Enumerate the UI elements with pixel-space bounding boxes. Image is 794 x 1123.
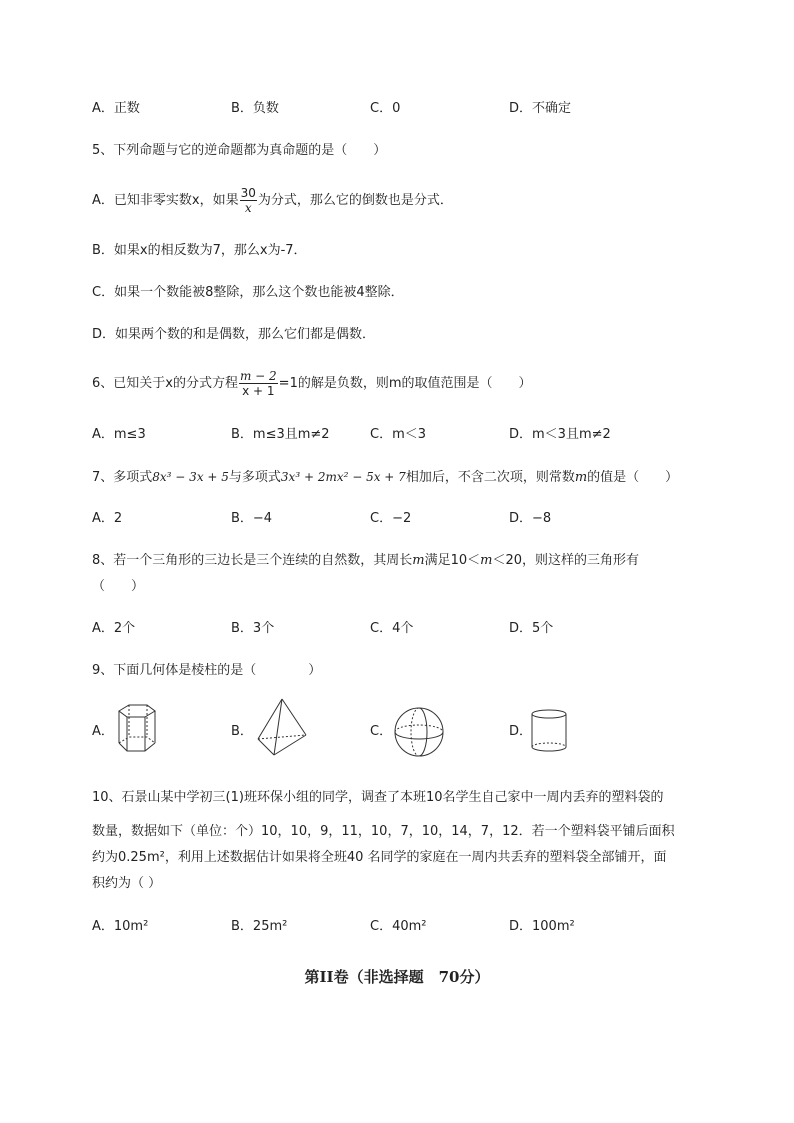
q5-option-a-pre: A．已知非零实数x，如果 [92,193,239,208]
q6-fraction-den: x + 1 [242,384,275,398]
q4-option-b[interactable]: B．负数 [231,101,279,116]
q5-option-a-post: 为分式，那么它的倒数也是分式． [257,193,453,208]
q7-stem-pre: 7、多项式 [92,470,153,485]
pyramid-icon[interactable] [254,697,310,759]
q9-option-c[interactable]: C． [370,724,393,739]
q8-line1-pre: 8、若一个三角形的三边长是三个连续的自然数，其周长 [92,553,413,568]
q10-stem-line1: 10、石景山某中学初三(1)班环保小组的同学，调查了本班10名学生自己家中一周内丢弃的塑料袋的 [92,790,664,805]
q5-stem: 5、下列命题与它的逆命题都为真命题的是（ ） [92,143,387,158]
q7-stem-post2: 的值是（ ） [587,470,679,485]
q9-option-d[interactable]: D． [509,724,533,739]
q8-option-b[interactable]: B．3个 [231,621,275,636]
q6-option-c[interactable]: C．m＜3 [370,427,427,442]
q5-option-c[interactable]: C．如果一个数能被8整除，那么这个数也能被4整除． [92,285,404,300]
q6-fraction [239,369,278,398]
q10-option-d[interactable]: D．100m² [509,919,575,934]
q5-fraction-den: x [244,201,252,215]
q10-stem-line3: 约为0.25m²，利用上述数据估计如果将全班40 名同学的家庭在一周内共丢弃的塑料袋全部铺开，面 [92,850,667,865]
q10-stem-line4: 积约为（ ） [92,876,162,891]
q8-var-m-2: m [480,553,493,568]
q6-option-d[interactable]: D．m＜3且m≠2 [509,427,611,442]
q8-var-m-1: m [412,553,425,568]
q7-stem-post1: 相加后，不含二次项，则常数 [405,470,575,485]
q6-stem-post: =1的解是负数，则m的取值范围是（ ） [278,376,532,391]
q6-fraction-num: m − 2 [239,369,277,383]
q6-option-a[interactable]: A．m≤3 [92,427,146,442]
q8-line1-post: ＜20，则这样的三角形有 [492,553,640,568]
sphere-icon[interactable] [393,706,445,758]
q10-option-c[interactable]: C．40m² [370,919,427,934]
q7-option-d[interactable]: D．−8 [509,511,552,526]
q8-option-c[interactable]: C．4个 [370,621,414,636]
q7-polynomial-1: 8x³ − 3x + 5 [152,470,229,484]
q10-option-a[interactable]: A．10m² [92,919,149,934]
q4-option-a[interactable]: A．正数 [92,101,140,116]
q8-stem-line1 [92,552,639,570]
q5-option-a[interactable] [92,184,453,218]
q8-option-a[interactable]: A．2个 [92,621,136,636]
q9-stem: 9、下面几何体是棱柱的是（ ） [92,663,322,678]
q4-option-d[interactable]: D．不确定 [509,101,572,116]
section-title: 第II卷（非选择题 70分） [304,968,490,986]
q10-stem-line2: 数量，数据如下（单位：个）10，10，9，11，10，7，10，14，7，12．若一个塑料袋平铺后面积 [92,824,675,839]
q6-stem-pre: 6、已知关于x的分式方程 [92,376,238,391]
q7-polynomial-2: 3x³ + 2mx² − 5x + 7 [280,470,406,484]
q9-option-a[interactable]: A． [92,724,114,739]
q7-var-m: m [574,470,588,485]
cylinder-icon[interactable] [529,708,569,754]
q5-fraction-num: 30 [240,186,256,200]
q6-option-b[interactable]: B．m≤3且m≠2 [231,427,330,442]
q7-option-a[interactable]: A．2 [92,511,123,526]
q4-option-c[interactable]: C．0 [370,101,401,116]
q8-stem-line2: （ ） [92,579,145,594]
q9-option-b[interactable]: B． [231,724,253,739]
q7-stem-mid: 与多项式 [228,470,281,485]
q5-fraction [240,186,257,215]
q5-option-b[interactable]: B．如果x的相反数为7，那么x为-7． [92,243,307,258]
q6-stem [92,367,532,401]
q7-option-b[interactable]: B．−4 [231,511,273,526]
q7-option-c[interactable]: C．−2 [370,511,412,526]
hexagonal-prism-icon[interactable] [113,703,159,755]
q7-stem [92,468,678,487]
q8-option-d[interactable]: D．5个 [509,621,554,636]
q5-option-d[interactable]: D．如果两个数的和是偶数，那么它们都是偶数． [92,327,376,342]
q10-option-b[interactable]: B．25m² [231,919,288,934]
q8-line1-mid: 满足10＜ [424,553,481,568]
